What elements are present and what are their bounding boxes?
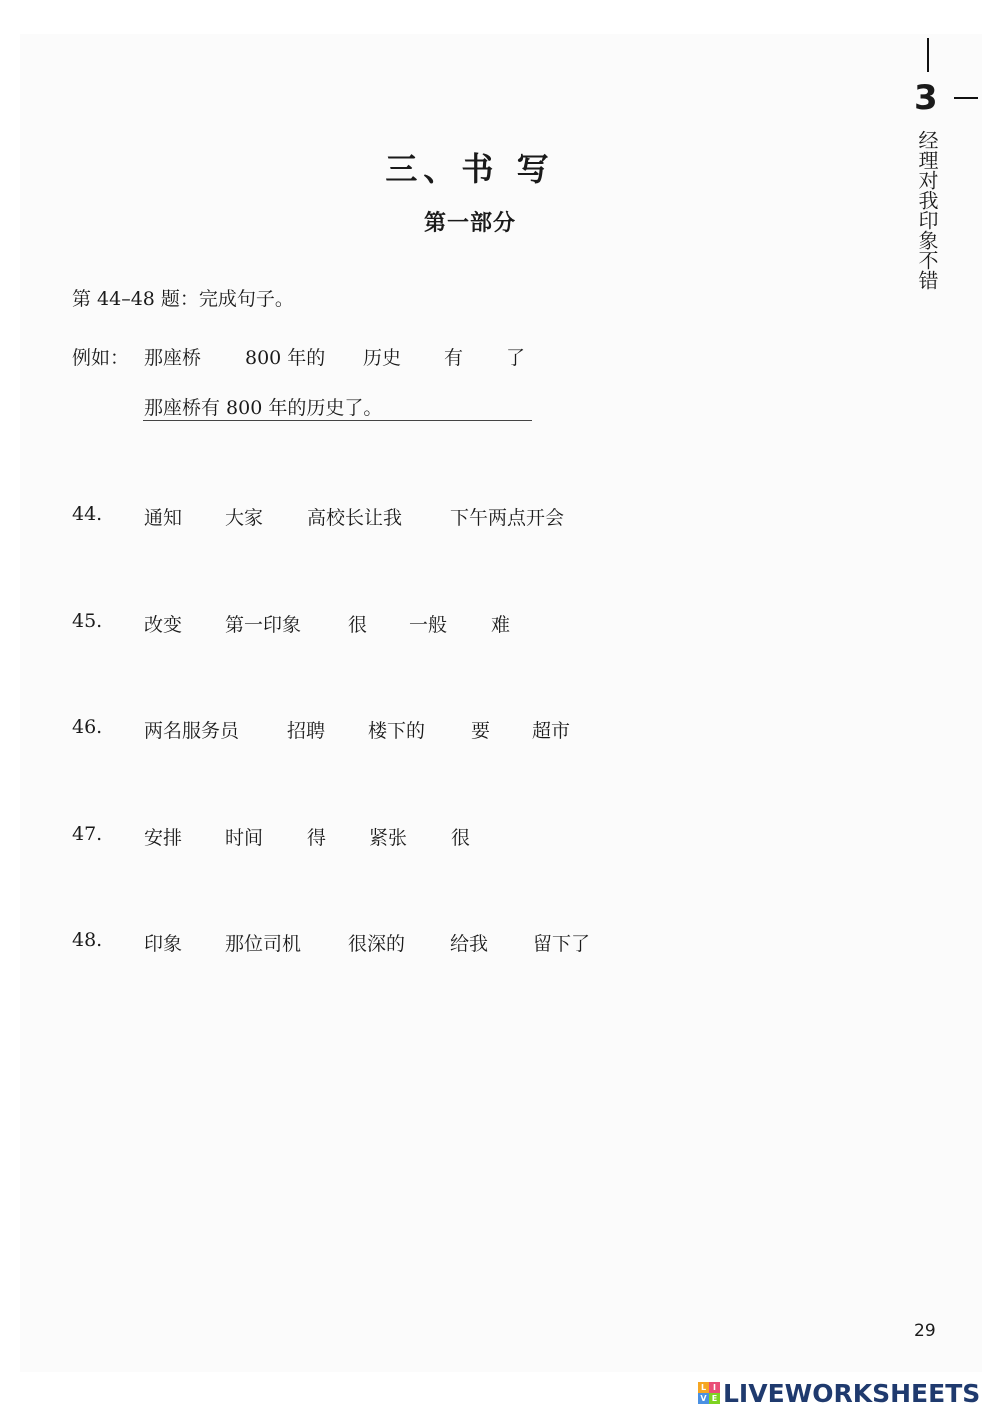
question-number: 46. xyxy=(72,716,103,738)
question-word: 要 xyxy=(471,720,491,742)
example-word: 了 xyxy=(506,347,526,369)
question-word: 下午两点开会 xyxy=(450,507,565,529)
example-word: 那座桥 xyxy=(144,347,202,369)
example-label: 例如： xyxy=(72,347,130,369)
question-word: 很 xyxy=(451,827,471,849)
question-word: 一般 xyxy=(409,614,448,636)
chapter-number: 3 xyxy=(914,78,938,118)
question-word: 紧张 xyxy=(369,827,408,849)
liveworksheets-logo-icon xyxy=(698,1382,720,1404)
answer-underline xyxy=(143,420,532,421)
page-number: 29 xyxy=(914,1321,936,1341)
question-number: 45. xyxy=(72,610,103,632)
instruction-text: 第 44–48 题：完成句子。 xyxy=(72,288,294,310)
logo-letter: L xyxy=(698,1382,709,1393)
question-word: 高校长让我 xyxy=(307,507,403,529)
watermark-text: LIVEWORKSHEETS xyxy=(723,1378,981,1408)
chapter-dash xyxy=(954,97,978,99)
question-word: 很 xyxy=(348,614,368,636)
question-word: 印象 xyxy=(144,933,183,955)
logo-letter: I xyxy=(709,1382,720,1393)
example-word: 有 xyxy=(444,347,464,369)
question-word: 难 xyxy=(491,614,511,636)
question-word: 第一印象 xyxy=(225,614,302,636)
question-word: 留下了 xyxy=(533,933,591,955)
example-word: 800 年的 xyxy=(245,347,326,369)
question-word: 楼下的 xyxy=(368,720,426,742)
question-number: 48. xyxy=(72,929,103,951)
example-answer: 那座桥有 800 年的历史了。 xyxy=(144,397,383,419)
part-title: 第一部分 xyxy=(423,210,516,236)
question-word: 那位司机 xyxy=(225,933,302,955)
question-word: 安排 xyxy=(144,827,183,849)
section-title: 三、书 写 xyxy=(385,150,555,188)
question-word: 超市 xyxy=(532,720,571,742)
question-word: 改变 xyxy=(144,614,183,636)
question-word: 时间 xyxy=(225,827,264,849)
question-word: 得 xyxy=(307,827,327,849)
question-number: 47. xyxy=(72,823,103,845)
logo-letter: V xyxy=(698,1393,709,1404)
chapter-title: 经理对我印象不错 xyxy=(915,130,939,290)
question-number: 44. xyxy=(72,503,103,525)
question-word: 大家 xyxy=(225,507,264,529)
chapter-divider-line xyxy=(927,38,929,72)
question-word: 两名服务员 xyxy=(144,720,240,742)
question-word: 招聘 xyxy=(287,720,326,742)
question-word: 给我 xyxy=(450,933,489,955)
liveworksheets-watermark[interactable] xyxy=(698,1378,980,1408)
logo-letter: E xyxy=(709,1393,720,1404)
example-word: 历史 xyxy=(363,347,402,369)
question-word: 很深的 xyxy=(348,933,406,955)
question-word: 通知 xyxy=(144,507,183,529)
